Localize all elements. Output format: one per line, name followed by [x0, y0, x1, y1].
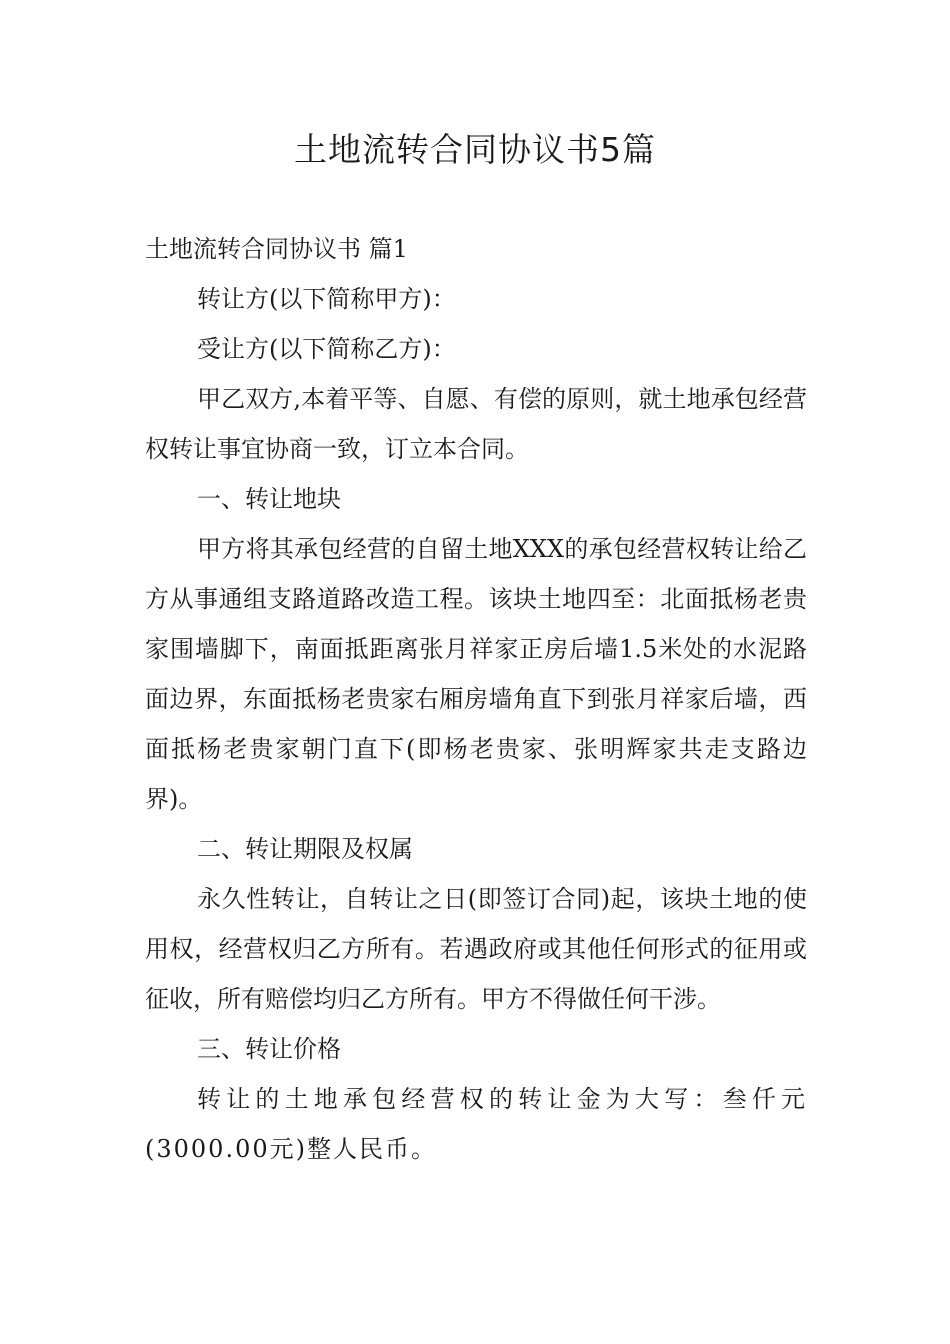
- document-body: [145, 224, 807, 1174]
- clause-heading-3: 三、转让价格: [197, 1035, 341, 1063]
- clause-heading-2: 二、转让期限及权属: [197, 835, 413, 863]
- party-b-line: 受让方(以下简称乙方)：: [197, 335, 456, 363]
- preamble-paragraph: 甲乙双方,本着平等、自愿、有偿的原则，就土地承包经营权转让事宜协商一致，订立本合同。: [145, 385, 807, 463]
- clause-paragraph-1: 甲方将其承包经营的自留土地XXX的承包经营权转让给乙方从事通组支路道路改造工程。该块土地四至：北面抵杨老贵家围墙脚下，南面抵距离张月祥家正房后墙1.5米处的水泥路面边界，东面抵杨老贵家右厢房墙角直下到张月祥家后墙，西面抵杨老贵家朝门直下(即杨老贵家、张明辉家共走支路边界)。: [145, 535, 807, 813]
- document-title: 土地流转合同协议书5篇: [294, 130, 656, 169]
- section-heading: 土地流转合同协议书 篇1: [145, 235, 408, 263]
- clause-heading-1: 一、转让地块: [197, 485, 341, 513]
- clause-paragraph-2: 永久性转让，自转让之日(即签订合同)起，该块土地的使用权，经营权归乙方所有。若遇政府或其他任何形式的征用或征收，所有赔偿均归乙方所有。甲方不得做任何干涉。: [145, 885, 807, 1013]
- clause-paragraph-3: 转让的土地承包经营权的转让金为大写：叁仟元(3000.00元)整人民币。: [145, 1085, 807, 1163]
- party-a-line: 转让方(以下简称甲方)：: [197, 285, 456, 313]
